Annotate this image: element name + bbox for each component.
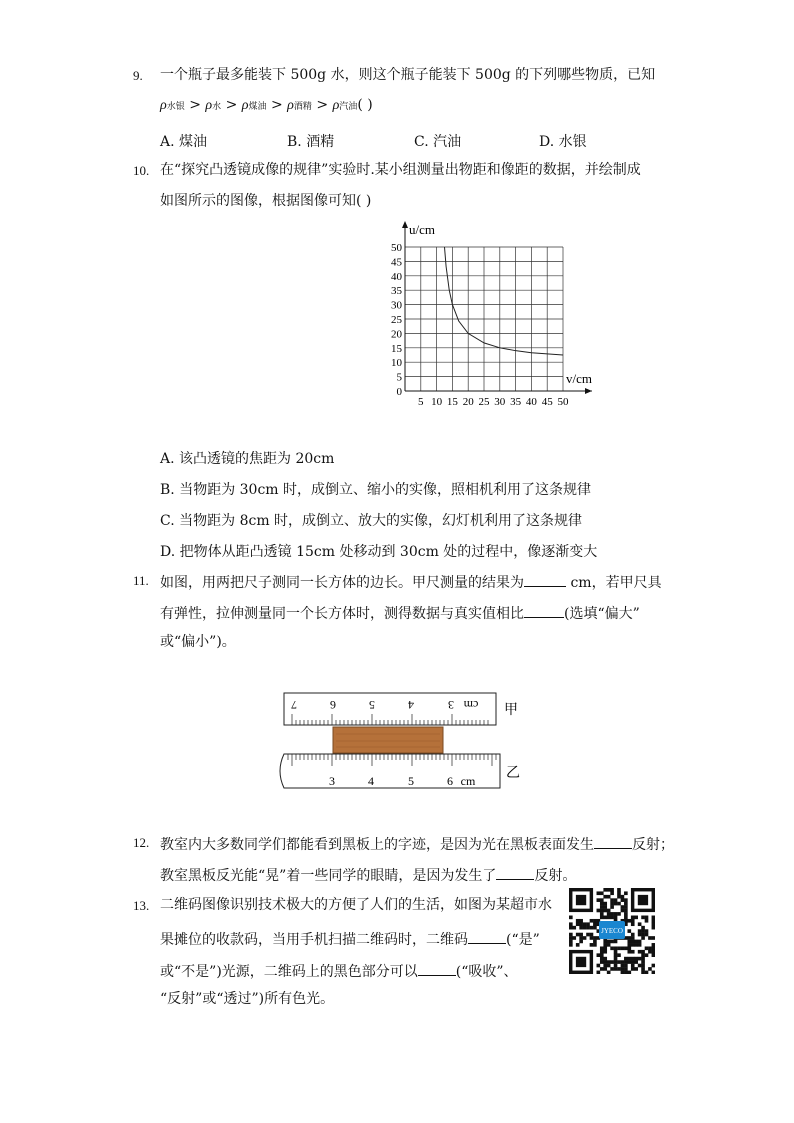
ruler-jia-label: 5	[369, 698, 375, 712]
question-10-option-d[interactable]: D. 把物体从距凸透镜 15cm 处移动到 30cm 处的过程中，像逐渐变大	[160, 544, 598, 560]
question-10-option-b[interactable]: B. 当物距为 30cm 时，成倒立、缩小的实像，照相机利用了这条规律	[160, 482, 592, 498]
chart-series-curve	[445, 247, 564, 355]
y-tick-label: 0	[396, 386, 402, 398]
x-tick-label: 45	[541, 396, 553, 408]
y-tick-label: 20	[391, 328, 402, 341]
question-10-stem-line2: 如图所示的图像，根据图像可知( )	[160, 193, 372, 209]
x-tick-label: 50	[557, 396, 569, 408]
question-12-number: 12.	[133, 835, 150, 850]
y-tick-label: 10	[391, 357, 402, 370]
y-tick-label: 30	[391, 299, 402, 312]
answer-paren: ( )	[357, 97, 373, 113]
y-tick-label: 5	[396, 371, 402, 384]
question-13-line2: 果摊位的收款码，当用手机扫描二维码时，二维码 (“是”	[160, 929, 540, 948]
answer-blank[interactable]	[524, 603, 564, 618]
rho-subscript: 水银	[166, 102, 185, 112]
question-10-option-a[interactable]: A. 该凸透镜的焦距为 20cm	[160, 451, 335, 467]
rho-subscript: 煤油	[248, 102, 267, 112]
question-11-number: 11.	[133, 573, 149, 588]
question-13-line1: 二维码图像识别技术极大的方便了人们的生活，如图为某超市水	[160, 897, 552, 913]
y-tick-label: 40	[391, 270, 402, 283]
question-9-option-a[interactable]: A. 煤油	[160, 134, 208, 150]
question-9-stem: 一个瓶子最多能装下 500g 水，则这个瓶子能装下 500g 的下列哪些物质，已知	[160, 67, 656, 83]
ruler-yi-label: 4	[368, 774, 374, 788]
rho-subscript: 酒精	[293, 102, 312, 112]
ruler-yi-label: 6	[447, 774, 453, 788]
chart-y-axis-label: u/cm	[409, 222, 435, 237]
chart-y-tick-labels	[391, 242, 403, 398]
x-tick-label: 5	[418, 396, 424, 408]
qr-logo-text: JYECO	[601, 927, 623, 935]
y-axis-arrow	[402, 221, 408, 228]
y-tick-label: 25	[391, 314, 402, 326]
rho-subscript: 汽油	[339, 102, 358, 112]
ruler-yi-label: cm	[460, 774, 476, 788]
ruler-yi-label: 5	[408, 774, 414, 788]
ruler-jia-label: 4	[408, 698, 414, 712]
chart-x-tick-labels	[418, 396, 569, 408]
x-axis-arrow	[585, 388, 592, 394]
x-tick-label: 15	[446, 396, 458, 408]
answer-blank[interactable]	[468, 929, 506, 944]
answer-blank[interactable]	[524, 572, 566, 587]
ruler-jia-name: 甲	[504, 703, 518, 718]
ruler-jia-label: cm	[463, 698, 479, 712]
ruler-jia-label: 3	[448, 698, 454, 712]
rulers-figure	[272, 688, 524, 796]
answer-blank[interactable]	[594, 834, 632, 849]
ruler-jia-label: 7	[291, 698, 297, 712]
ruler-jia-label: 6	[330, 698, 336, 712]
wooden-block	[333, 727, 443, 753]
question-12-line1: 教室内大多数同学们都能看到黑板上的字迹，是因为光在黑板表面发生 反射；	[160, 834, 674, 853]
rho-subscript: 水	[212, 102, 222, 112]
question-9-number: 9.	[133, 68, 143, 83]
x-tick-label: 10	[431, 396, 443, 408]
question-9-option-d[interactable]: D. 水银	[539, 134, 587, 150]
chart-grid	[405, 247, 563, 391]
question-11-line2: 有弹性，拉伸测量同一个长方体时，测得数据与真实值相比 (选填“偏大”	[160, 603, 640, 622]
answer-blank[interactable]	[418, 961, 456, 976]
y-tick-label: 50	[391, 242, 402, 254]
x-tick-label: 40	[525, 396, 537, 408]
question-13-line4: “反射”或“透过”)所有色光。	[160, 991, 335, 1007]
question-10-option-c[interactable]: C. 当物距为 8cm 时，成倒立、放大的实像，幻灯机利用了这条规律	[160, 513, 583, 529]
qr-code-image	[569, 888, 655, 974]
question-13-line3: 或“不是”)光源，二维码上的黑色部分可以 (“吸收”、	[160, 961, 518, 980]
x-tick-label: 35	[510, 396, 522, 408]
x-tick-label: 30	[494, 396, 506, 408]
answer-blank[interactable]	[496, 865, 534, 880]
ruler-yi-name: 乙	[506, 766, 520, 781]
question-12-line2: 教室黑板反光能“晃”着一些同学的眼睛，是因为发生了 反射。	[160, 865, 576, 884]
question-11-line1: 如图，用两把尺子测同一长方体的边长。甲尺测量的结果为 cm，若甲尺具	[160, 572, 662, 591]
y-tick-label: 15	[391, 342, 402, 355]
question-9-density-relation: ρ水银 > ρ水 > ρ煤油 > ρ酒精 > ρ汽油( )	[160, 97, 373, 113]
x-tick-label: 25	[478, 396, 490, 408]
chart-x-axis-label: v/cm	[566, 371, 592, 386]
y-tick-label: 45	[391, 256, 402, 269]
question-9-option-c[interactable]: C. 汽油	[414, 134, 462, 150]
ruler-yi-label: 3	[329, 774, 335, 788]
x-tick-label: 20	[462, 396, 474, 408]
lens-image-chart	[370, 218, 600, 408]
question-9-option-b[interactable]: B. 酒精	[287, 134, 335, 150]
question-10-number: 10.	[133, 163, 150, 178]
y-tick-label: 35	[391, 285, 402, 298]
question-10-stem-line1: 在“探究凸透镜成像的规律”实验时.某小组测量出物距和像距的数据，并绘制成	[160, 162, 641, 178]
question-11-line3: 或“偏小”)。	[160, 634, 236, 650]
question-13-number: 13.	[133, 898, 150, 913]
